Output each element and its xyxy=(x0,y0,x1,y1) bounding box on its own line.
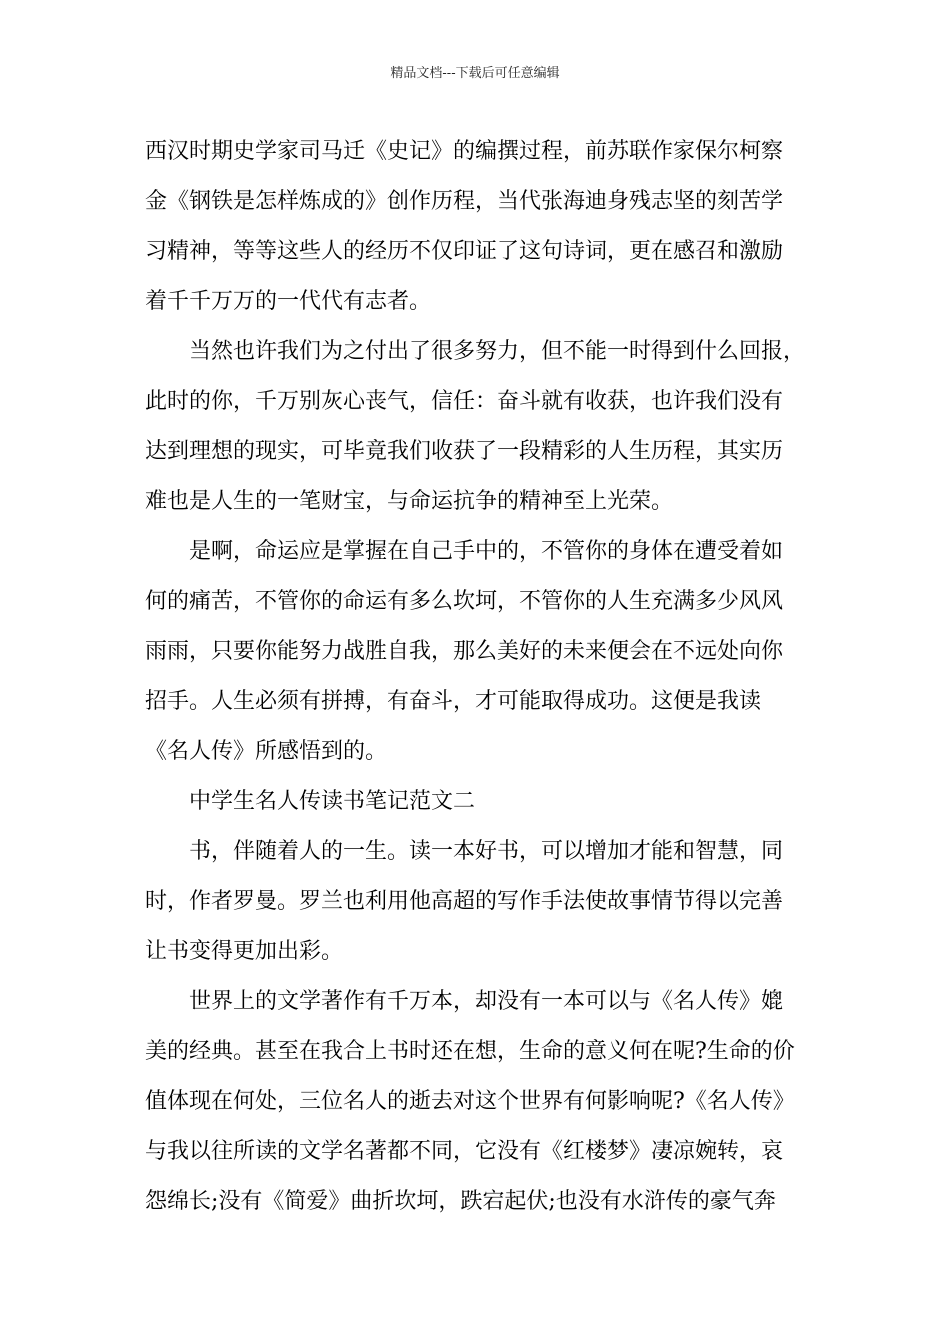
text-line-2: 金《钢铁是怎样炼成的》创作历程，当代张海迪身残志坚的刻苦学 xyxy=(145,189,784,214)
text-line-9: 是啊，命运应是掌握在自己手中的，不管你的身体在遭受着如 xyxy=(189,539,784,564)
text-line-6: 此时的你，千万别灰心丧气，信任：奋斗就有收获，也许我们没有 xyxy=(145,389,784,414)
text-line-20: 值体现在何处，三位名人的逝去对这个世界有何影响呢?《名人传》 xyxy=(145,1089,795,1114)
text-line-17: 让书变得更加出彩。 xyxy=(145,939,344,964)
text-line-18: 世界上的文学著作有千万本，却没有一本可以与《名人传》媲 xyxy=(189,989,784,1014)
text-line-3: 习精神，等等这些人的经历不仅印证了这句诗词，更在感召和激励 xyxy=(145,239,784,264)
section-heading: 中学生名人传读书笔记范文二 xyxy=(189,789,476,814)
text-line-19: 美的经典。甚至在我合上书时还在想，生命的意义何在呢?生命的价 xyxy=(145,1039,795,1064)
text-line-11: 雨雨，只要你能努力战胜自我，那么美好的未来便会在不远处向你 xyxy=(145,639,784,664)
text-line-12: 招手。人生必须有拼搏，有奋斗，才可能取得成功。这便是我读 xyxy=(145,689,762,714)
body-text xyxy=(145,127,810,1227)
page-header: 精品文档---下载后可任意编辑 xyxy=(390,66,560,81)
text-line-13: 《名人传》所感悟到的。 xyxy=(145,739,388,764)
text-line-4: 着千千万万的一代代有志者。 xyxy=(145,289,432,314)
text-line-5: 当然也许我们为之付出了很多努力，但不能一时得到什么回报， xyxy=(189,339,806,364)
text-line-22: 怨绵长;没有《简爱》曲折坎坷，跌宕起伏;也没有水浒传的豪气奔 xyxy=(145,1189,776,1214)
text-line-10: 何的痛苦，不管你的命运有多么坎坷，不管你的人生充满多少风风 xyxy=(145,589,784,614)
text-line-15: 书，伴随着人的一生。读一本好书，可以增加才能和智慧，同 xyxy=(189,839,784,864)
text-line-8: 难也是人生的一笔财宝，与命运抗争的精神至上光荣。 xyxy=(145,489,674,514)
text-line-7: 达到理想的现实，可毕竟我们收获了一段精彩的人生历程，其实历 xyxy=(145,439,784,464)
text-line-1: 西汉时期史学家司马迁《史记》的编撰过程，前苏联作家保尔柯察 xyxy=(145,139,784,164)
text-line-16: 时，作者罗曼。罗兰也利用他高超的写作手法使故事情节得以完善 xyxy=(145,889,784,914)
text-line-21: 与我以往所读的文学名著都不同，它没有《红楼梦》凄凉婉转，哀 xyxy=(145,1139,784,1164)
